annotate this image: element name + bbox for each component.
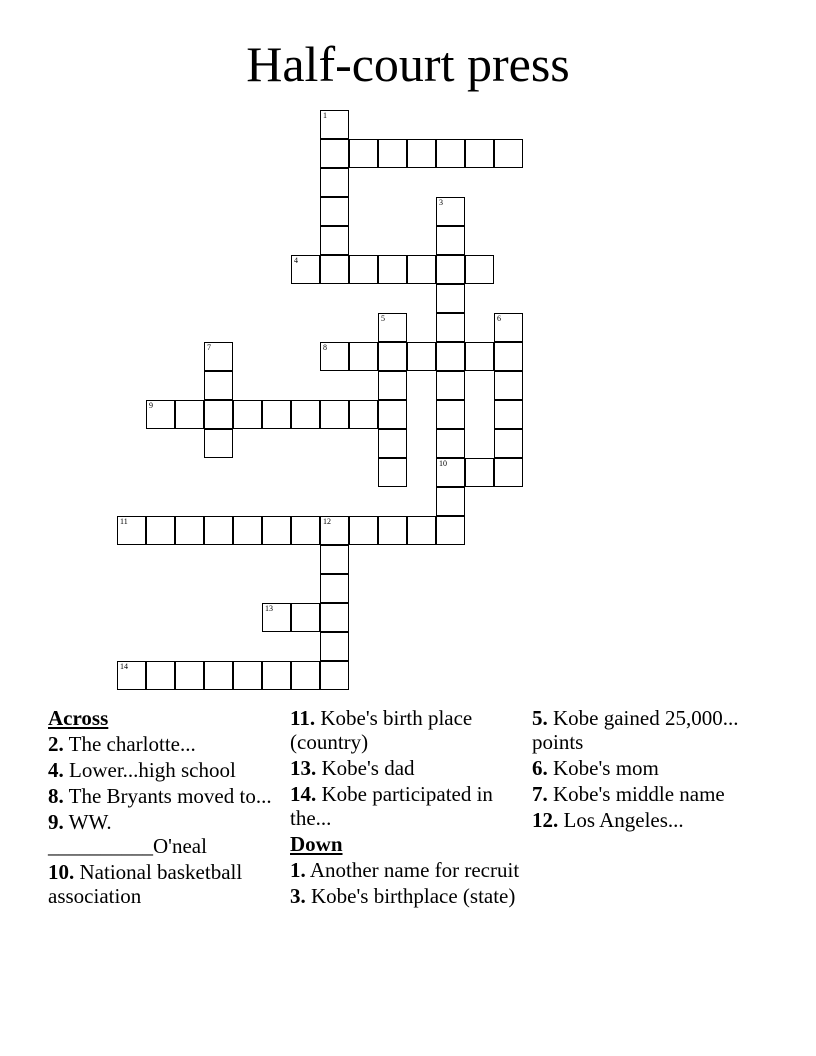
grid-cell[interactable] (291, 400, 320, 429)
grid-cell[interactable] (436, 516, 465, 545)
clue-across-11: 11. Kobe's birth place (country) (290, 706, 473, 754)
grid-cell[interactable] (494, 139, 523, 168)
cell-number: 6 (497, 314, 501, 323)
clue-column-3 (532, 704, 764, 832)
grid-cell[interactable] (291, 661, 320, 690)
grid-cell[interactable] (349, 516, 378, 545)
clue-down-7: 7. Kobe's middle name (532, 782, 725, 806)
grid-cell[interactable] (291, 516, 320, 545)
grid-cell[interactable] (494, 313, 523, 342)
grid-cell[interactable] (204, 516, 233, 545)
grid-cell[interactable] (204, 429, 233, 458)
clue-across-10: 10. National basketball association (48, 860, 243, 908)
grid-cell[interactable] (465, 458, 494, 487)
grid-cell[interactable] (436, 226, 465, 255)
grid-cell[interactable] (320, 632, 349, 661)
cell-number: 11 (120, 517, 128, 526)
grid-cell[interactable] (349, 342, 378, 371)
grid-cell[interactable] (407, 139, 436, 168)
grid-cell[interactable] (320, 574, 349, 603)
grid-cell[interactable] (349, 139, 378, 168)
grid-cell[interactable] (320, 110, 349, 139)
grid-cell[interactable] (494, 458, 523, 487)
grid-cell[interactable] (494, 371, 523, 400)
grid-cell[interactable] (175, 516, 204, 545)
grid-cell[interactable] (320, 255, 349, 284)
clue-across-14: 14. Kobe participated in the... (290, 782, 493, 830)
grid-cell[interactable] (436, 255, 465, 284)
grid-cell[interactable] (378, 313, 407, 342)
grid-cell[interactable] (146, 661, 175, 690)
grid-cell[interactable] (291, 603, 320, 632)
across-heading: Across (48, 706, 109, 730)
grid-cell[interactable] (436, 197, 465, 226)
grid-cell[interactable] (407, 342, 436, 371)
grid-cell[interactable] (175, 661, 204, 690)
grid-cell[interactable] (320, 226, 349, 255)
grid-cell[interactable] (175, 400, 204, 429)
cell-number: 8 (323, 343, 327, 352)
grid-cell[interactable] (204, 400, 233, 429)
clue-down-12: 12. Los Angeles... (532, 808, 684, 832)
clue-across-2: 2. The charlotte... (48, 732, 196, 756)
grid-cell[interactable] (233, 400, 262, 429)
clue-across-9: 9. WW. __________O'neal (48, 810, 207, 858)
clue-column-2 (290, 704, 522, 908)
grid-cell[interactable] (465, 342, 494, 371)
grid-cell[interactable] (349, 255, 378, 284)
grid-cell[interactable] (494, 429, 523, 458)
clue-down-6: 6. Kobe's mom (532, 756, 659, 780)
grid-cell[interactable] (436, 139, 465, 168)
cell-number: 12 (323, 517, 331, 526)
clue-down-1: 1. Another name for recruit (290, 858, 520, 882)
grid-cell[interactable] (291, 255, 320, 284)
grid-cell[interactable] (233, 661, 262, 690)
cell-number: 3 (439, 198, 443, 207)
grid-cell[interactable] (204, 342, 233, 371)
grid-cell[interactable] (378, 516, 407, 545)
grid-cell[interactable] (320, 197, 349, 226)
grid-cell[interactable] (320, 516, 349, 545)
grid-cell[interactable] (494, 342, 523, 371)
grid-cell[interactable] (320, 400, 349, 429)
clue-across-4: 4. Lower...high school (48, 758, 236, 782)
grid-cell[interactable] (494, 400, 523, 429)
grid-cell[interactable] (378, 429, 407, 458)
cell-number: 5 (381, 314, 385, 323)
clue-column-1 (48, 704, 274, 908)
grid-cell[interactable] (378, 400, 407, 429)
grid-cell[interactable] (146, 400, 175, 429)
grid-cell[interactable] (117, 661, 146, 690)
grid-cell[interactable] (436, 458, 465, 487)
grid-cell[interactable] (262, 400, 291, 429)
cell-number: 7 (207, 343, 211, 352)
grid-cell[interactable] (320, 603, 349, 632)
down-heading: Down (290, 832, 343, 856)
grid-cell[interactable] (320, 168, 349, 197)
cell-number: 14 (120, 662, 128, 671)
grid-cell[interactable] (436, 371, 465, 400)
grid-cell[interactable] (378, 139, 407, 168)
grid-cell[interactable] (233, 516, 262, 545)
cell-number: 10 (439, 459, 447, 468)
grid-cell[interactable] (378, 458, 407, 487)
grid-cell[interactable] (320, 545, 349, 574)
grid-cell[interactable] (320, 139, 349, 168)
cell-number: 1 (323, 111, 327, 120)
grid-cell[interactable] (204, 661, 233, 690)
grid-cell[interactable] (465, 139, 494, 168)
clue-down-3: 3. Kobe's birthplace (state) (290, 884, 516, 908)
clue-across-13: 13. Kobe's dad (290, 756, 415, 780)
cell-number: 13 (265, 604, 273, 613)
grid-cell[interactable] (465, 255, 494, 284)
grid-cell[interactable] (378, 371, 407, 400)
cell-number: 4 (294, 256, 298, 265)
cell-number: 9 (149, 401, 153, 410)
clue-across-8: 8. The Bryants moved to... (48, 784, 272, 808)
grid-cell[interactable] (436, 429, 465, 458)
grid-cell[interactable] (378, 255, 407, 284)
grid-cell[interactable] (320, 342, 349, 371)
grid-cell[interactable] (262, 603, 291, 632)
grid-cell[interactable] (436, 487, 465, 516)
grid-cell[interactable] (262, 516, 291, 545)
grid-cell[interactable] (262, 661, 291, 690)
grid-cell[interactable] (436, 400, 465, 429)
grid-cell[interactable] (349, 400, 378, 429)
grid-cell[interactable] (436, 284, 465, 313)
puzzle-title: Half-court press (246, 36, 570, 92)
grid-cell[interactable] (117, 516, 146, 545)
clue-down-5: 5. Kobe gained 25,000... points (532, 706, 739, 754)
grid-cell[interactable] (407, 255, 436, 284)
grid-cell[interactable] (407, 516, 436, 545)
grid-cell[interactable] (320, 661, 349, 690)
grid-cell[interactable] (436, 313, 465, 342)
grid-cell[interactable] (204, 371, 233, 400)
grid-cell[interactable] (146, 516, 175, 545)
grid-cell[interactable] (378, 342, 407, 371)
grid-cell[interactable] (436, 342, 465, 371)
